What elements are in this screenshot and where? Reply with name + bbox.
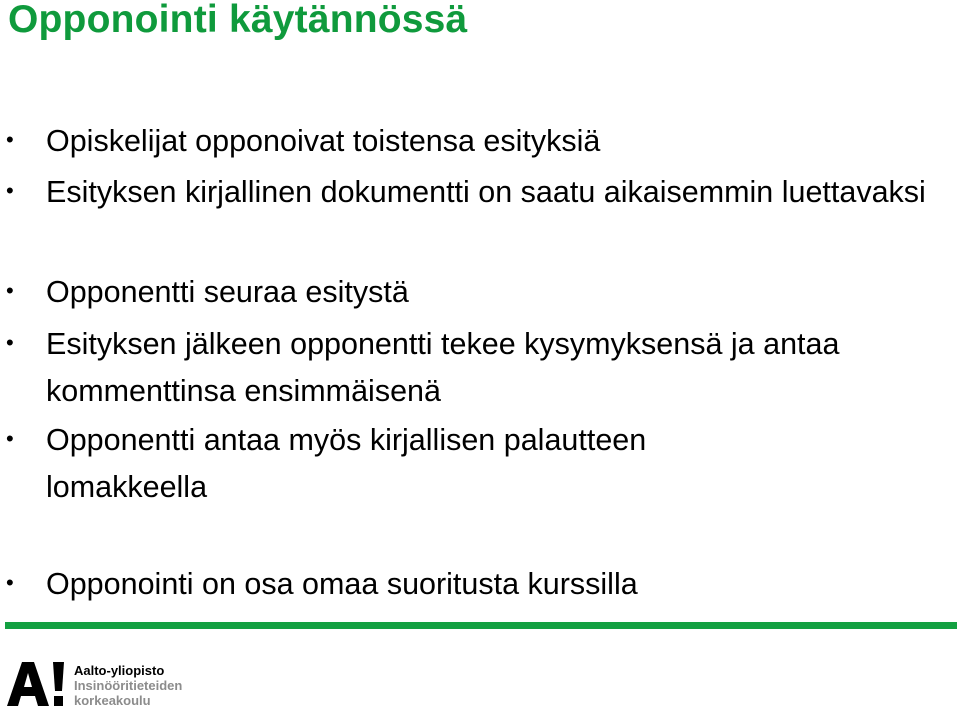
bullet-text: Esityksen kirjallinen dokumentti on saatu aikaisemmin luettavaksi xyxy=(46,175,926,209)
logo-university-name: Aalto-yliopisto xyxy=(74,663,165,678)
logo-school-name-line2: korkeakoulu xyxy=(74,693,151,708)
bullet-dot-icon: • xyxy=(6,178,14,203)
bullet-dot-icon: • xyxy=(6,278,14,303)
bullet-text: Opponentti seuraa esitystä xyxy=(46,275,409,309)
bullet-text: Opponentti antaa myös kirjallisen palautteen lomakkeella xyxy=(46,423,647,504)
footer-divider xyxy=(5,622,957,629)
aalto-logo xyxy=(7,658,217,710)
bullet-text: Esityksen jälkeen opponentti tekee kysymyksensä ja antaa kommenttinsa ensimmäisenä xyxy=(46,327,840,408)
bullet-text: Opponointi on osa omaa suoritusta kurssilla xyxy=(46,567,638,601)
bullet-dot-icon: • xyxy=(6,330,14,355)
bullet-text: Opiskelijat opponoivat toistensa esityksiä xyxy=(46,124,601,158)
bullet-dot-icon: • xyxy=(6,570,14,595)
logo-school-name-line1: Insinööritieteiden xyxy=(74,678,183,693)
slide-title: Opponointi käytännössä xyxy=(8,0,468,41)
aalto-a-mark-icon xyxy=(7,658,65,708)
bullet-dot-icon: • xyxy=(6,127,14,152)
logo-text xyxy=(74,663,182,708)
bullet-dot-icon: • xyxy=(6,426,14,451)
